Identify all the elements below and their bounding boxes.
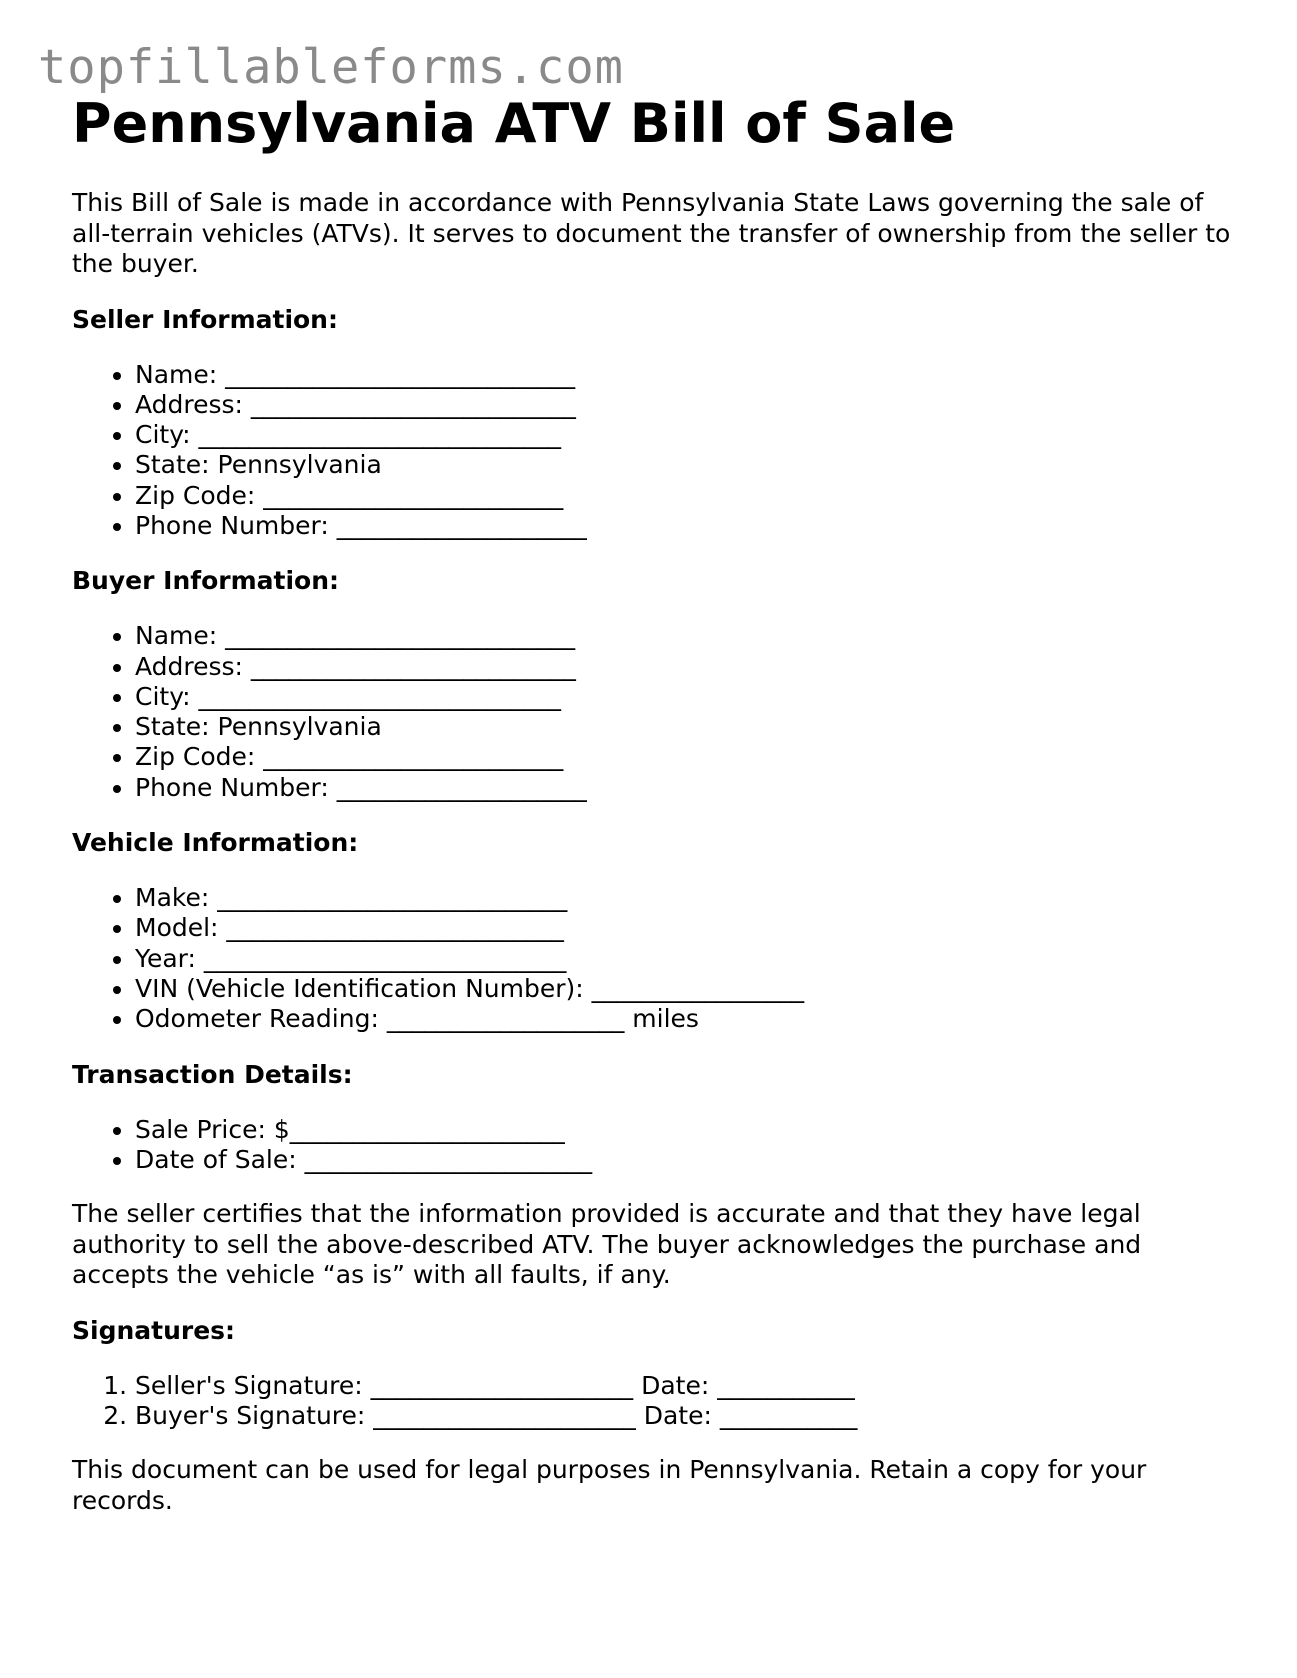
vehicle-make-field[interactable]: • Make: ____________________________ xyxy=(135,883,1232,913)
buyer-heading: Buyer Information: xyxy=(72,566,340,596)
vehicle-vin-field[interactable]: • VIN (Vehicle Identification Number): _________________ xyxy=(135,974,1232,1004)
vehicle-year-field[interactable]: • Year: _____________________________ xyxy=(135,944,1232,974)
buyer-address-field[interactable]: • Address: __________________________ xyxy=(135,652,1232,682)
vehicle-info-list xyxy=(72,883,1232,1034)
vehicle-heading: Vehicle Information: xyxy=(72,828,359,858)
buyer-name-field[interactable]: • Name: ____________________________ xyxy=(135,621,1232,651)
footer-paragraph: This document can be used for legal purposes in Pennsylvania. Retain a copy for your records. xyxy=(72,1455,1147,1515)
seller-city-field[interactable]: • City: _____________________________ xyxy=(135,420,1232,450)
buyer-info-list xyxy=(72,621,1232,803)
signatures-list xyxy=(72,1371,1232,1432)
buyer-signature-field[interactable]: 2. Buyer's Signature: _____________________ Date: ___________ xyxy=(135,1401,1232,1431)
seller-phone-field[interactable]: • Phone Number: ____________________ xyxy=(135,511,1232,541)
page-title: Pennsylvania ATV Bill of Sale xyxy=(72,92,956,155)
buyer-city-field[interactable]: • City: _____________________________ xyxy=(135,682,1232,712)
vehicle-odometer-field[interactable]: • Odometer Reading: ___________________ miles xyxy=(135,1004,1232,1034)
seller-signature-field[interactable]: 1. Seller's Signature: _____________________ Date: ___________ xyxy=(135,1371,1232,1401)
seller-zip-field[interactable]: • Zip Code: ________________________ xyxy=(135,481,1232,511)
watermark: topfillableforms.com xyxy=(38,40,624,95)
seller-address-field[interactable]: • Address: __________________________ xyxy=(135,390,1232,420)
seller-heading: Seller Information: xyxy=(72,304,338,334)
transaction-list xyxy=(72,1115,1232,1176)
sale-price-field[interactable]: • Sale Price: $______________________ xyxy=(135,1115,1232,1145)
sale-date-field[interactable]: • Date of Sale: _______________________ xyxy=(135,1145,1232,1175)
buyer-state-field: • State: Pennsylvania xyxy=(135,712,1232,742)
intro-paragraph: This Bill of Sale is made in accordance with Pennsylvania State Laws governing the sale of all-terrain vehicles (ATVs). It serves to document the transfer of ownership from the seller to the buyer. xyxy=(72,188,1231,278)
vehicle-model-field[interactable]: • Model: ___________________________ xyxy=(135,913,1232,943)
transaction-heading: Transaction Details: xyxy=(72,1059,353,1089)
document-page xyxy=(72,88,1232,1516)
signatures-heading: Signatures: xyxy=(72,1315,236,1345)
buyer-phone-field[interactable]: • Phone Number: ____________________ xyxy=(135,773,1232,803)
seller-info-list xyxy=(72,360,1232,542)
certification-paragraph: The seller certifies that the information provided is accurate and that they have legal authority to sell the above-described ATV. The buyer acknowledges the purchase and accepts the vehicle “as is” with all faults, if any. xyxy=(72,1199,1142,1290)
seller-name-field[interactable]: • Name: ____________________________ xyxy=(135,360,1232,390)
seller-state-field: • State: Pennsylvania xyxy=(135,450,1232,480)
buyer-zip-field[interactable]: • Zip Code: ________________________ xyxy=(135,742,1232,772)
